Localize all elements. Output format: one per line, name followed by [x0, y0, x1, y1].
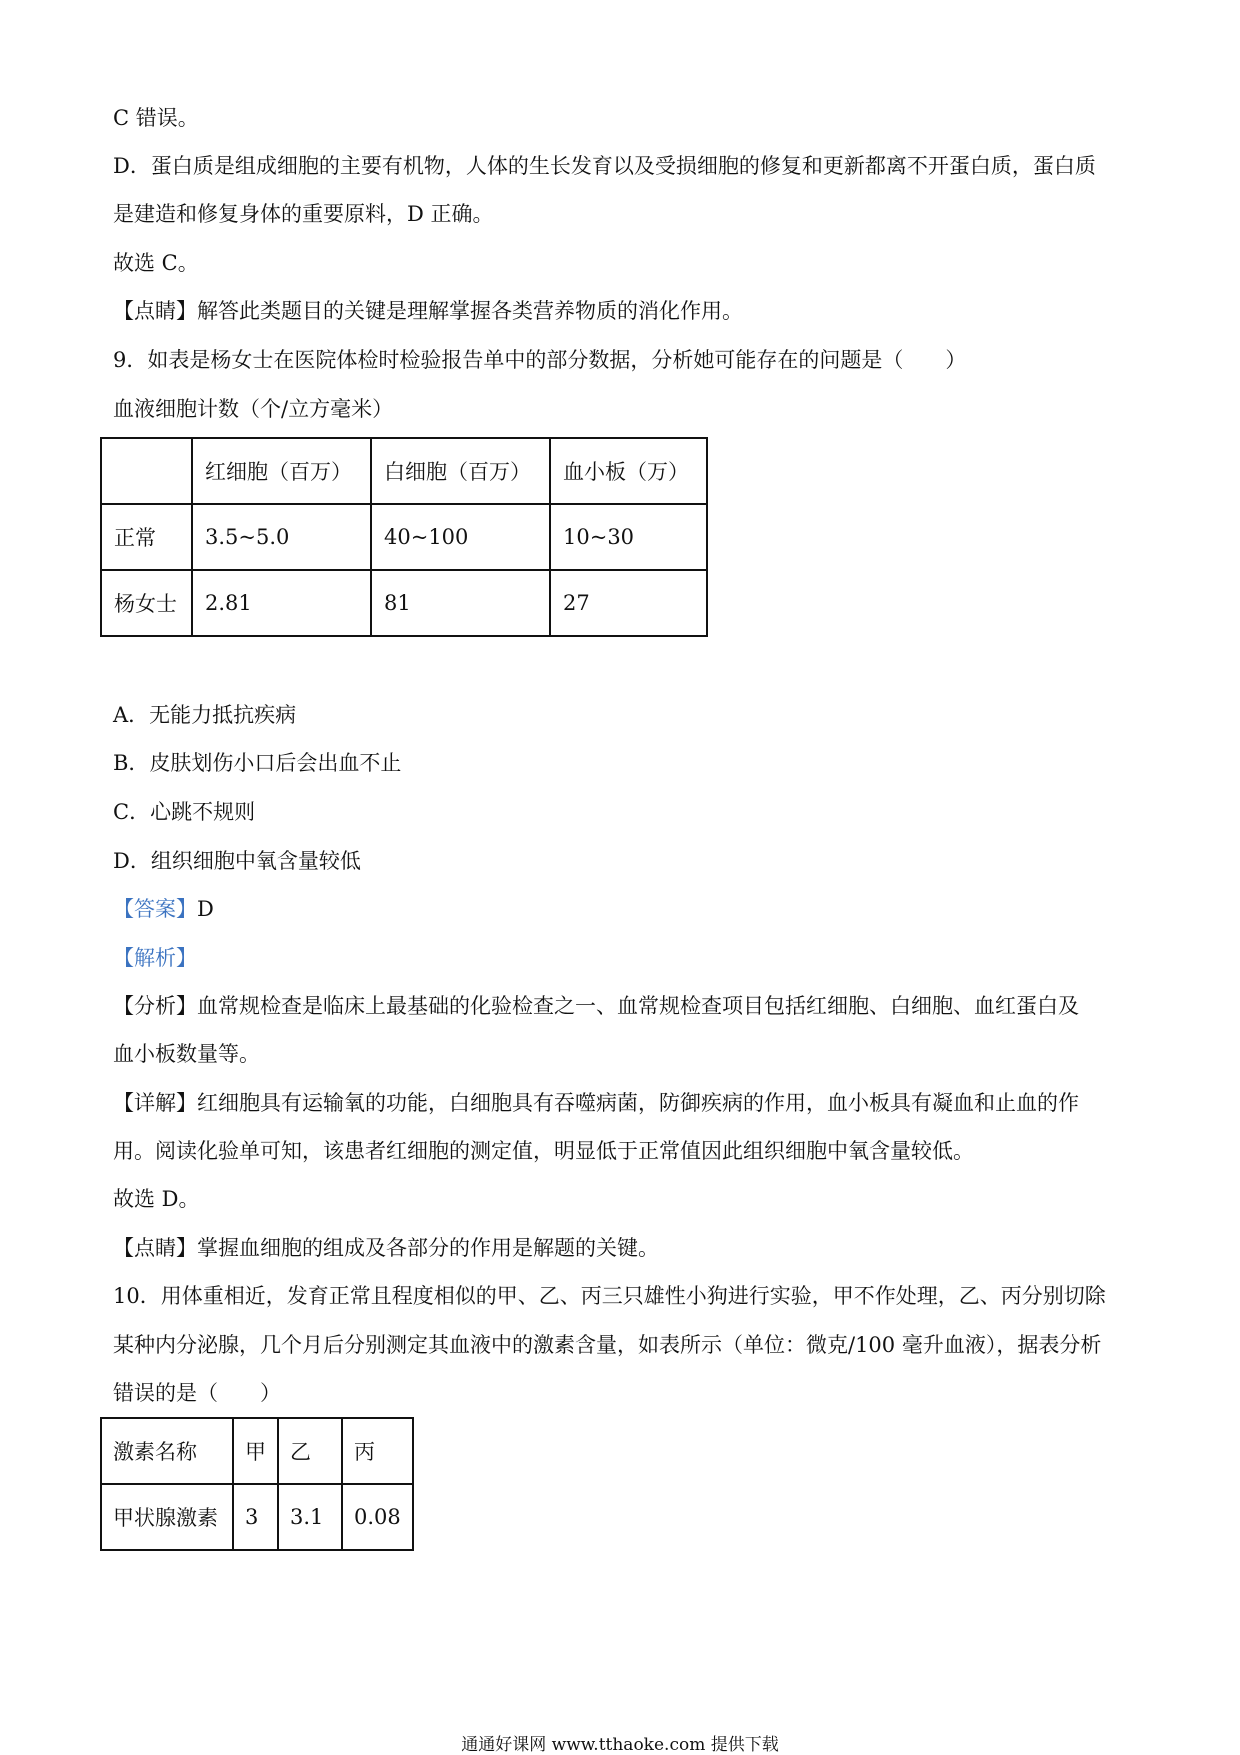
option-a: A．无能力抵抗疾病 — [113, 703, 297, 727]
table-row — [101, 504, 707, 570]
table-cell: 正常 — [101, 504, 192, 570]
option-b: B．皮肤划伤小口后会出血不止 — [113, 751, 402, 775]
option-c: C．心跳不规则 — [113, 800, 256, 824]
table-cell: 甲 — [233, 1418, 278, 1484]
option-d: D．组织细胞中氧含量较低 — [113, 849, 361, 873]
hormone-table — [100, 1417, 414, 1551]
text-line: 血小板数量等。 — [113, 1042, 260, 1066]
text-line: C 错误。 — [113, 106, 199, 130]
table-cell: 27 — [550, 570, 707, 636]
table-cell: 白细胞（百万） — [371, 438, 550, 504]
table-cell: 0.08 — [342, 1484, 413, 1550]
text-line: 【详解】红细胞具有运输氧的功能，白细胞具有吞噬病菌，防御疾病的作用，血小板具有凝血和止血的作 — [113, 1091, 1079, 1115]
table-cell: 81 — [371, 570, 550, 636]
text-line: 【点睛】掌握血细胞的组成及各部分的作用是解题的关键。 — [113, 1236, 659, 1260]
text-line: 某种内分泌腺，几个月后分别测定其血液中的激素含量，如表所示（单位：微克/100 毫升血液），据表分析 — [113, 1333, 1102, 1357]
table-row — [101, 570, 707, 636]
question-9: 9．如表是杨女士在医院体检时检验报告单中的部分数据，分析她可能存在的问题是（ ） — [113, 348, 967, 372]
table-caption: 血液细胞计数（个/立方毫米） — [113, 397, 394, 421]
table-cell: 血小板（万） — [550, 438, 707, 504]
answer — [113, 894, 214, 924]
page-footer: 通通好课网 www.tthaoke.com 提供下载 — [461, 1735, 779, 1755]
table-cell — [101, 438, 192, 504]
answer-value: D — [197, 897, 214, 921]
table-cell: 2.81 — [192, 570, 371, 636]
table-header-row — [101, 1418, 413, 1484]
answer-label: 【答案】 — [113, 897, 197, 921]
text-line: D．蛋白质是组成细胞的主要有机物，人体的生长发育以及受损细胞的修复和更新都离不开蛋白质，蛋白质 — [113, 154, 1096, 178]
text-line: 【点睛】解答此类题目的关键是理解掌握各类营养物质的消化作用。 — [113, 299, 743, 323]
text-line: 故选 D。 — [113, 1187, 200, 1211]
table-cell: 40~100 — [371, 504, 550, 570]
table-cell: 丙 — [342, 1418, 413, 1484]
table-cell: 激素名称 — [101, 1418, 233, 1484]
text-line: 错误的是（ ） — [113, 1381, 281, 1405]
table-header-row — [101, 438, 707, 504]
text-line: 故选 C。 — [113, 251, 199, 275]
text-line: 是建造和修复身体的重要原料，D 正确。 — [113, 202, 494, 226]
text-line: 【分析】血常规检查是临床上最基础的化验检查之一、血常规检查项目包括红细胞、白细胞、血红蛋白及 — [113, 994, 1079, 1018]
table-cell: 3.1 — [278, 1484, 342, 1550]
blood-cell-table — [100, 437, 708, 637]
table-cell: 红细胞（百万） — [192, 438, 371, 504]
table-cell: 杨女士 — [101, 570, 192, 636]
text-line: 用。阅读化验单可知，该患者红细胞的测定值，明显低于正常值因此组织细胞中氧含量较低。 — [113, 1139, 974, 1163]
table-cell: 3 — [233, 1484, 278, 1550]
table-cell: 3.5~5.0 — [192, 504, 371, 570]
question-10: 10．用体重相近，发育正常且程度相似的甲、乙、丙三只雄性小狗进行实验，甲不作处理，乙、丙分别切除 — [113, 1284, 1106, 1308]
table-row — [101, 1484, 413, 1550]
table-cell: 甲状腺激素 — [101, 1484, 233, 1550]
analysis-label: 【解析】 — [113, 946, 197, 970]
table-cell: 乙 — [278, 1418, 342, 1484]
table-cell: 10~30 — [550, 504, 707, 570]
